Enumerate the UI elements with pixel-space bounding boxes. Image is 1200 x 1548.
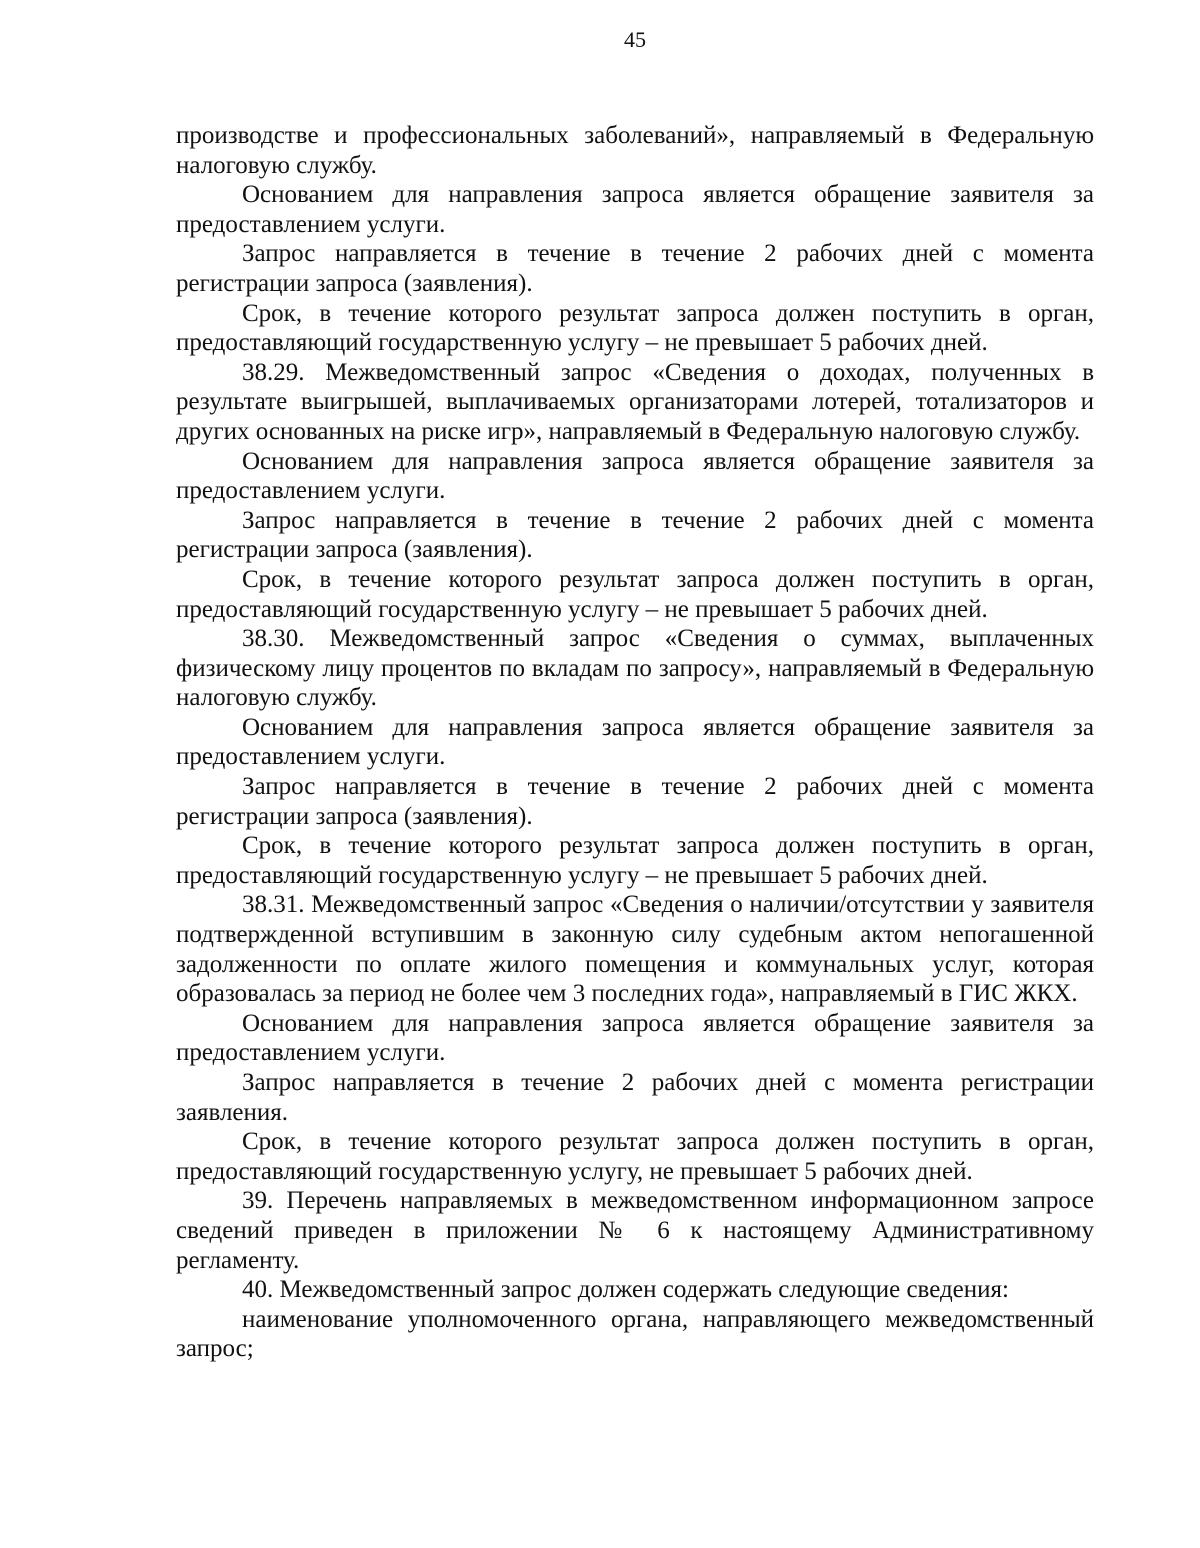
paragraph: Основанием для направления запроса является обращение заявителя за предоставлением услуги.: [176, 181, 1094, 238]
paragraph: Запрос направляется в течение в течение 2 рабочих дней с момента регистрации запроса (заявления).: [176, 506, 1094, 564]
paragraph-section-38-30: 38.30. Межведомственный запрос «Сведения о суммах, выплаченных физическому лицу процентов по вкладам по запросу», направляемый в Федеральную налоговую службу.: [176, 625, 1094, 712]
paragraph-section-38-31: 38.31. Межведомственный запрос «Сведения о наличии/отсутствии у заявителя подтвержденной вступившим в законную силу судебным актом непогашенной задолженности по оплате жилого помещения и коммунальных услуг, которая образовалась за период не более чем 3 последних года», направляемый в ГИС ЖКХ.: [176, 891, 1094, 1008]
paragraph: Запрос направляется в течение в течение 2 рабочих дней с момента регистрации запроса (заявления).: [176, 240, 1094, 297]
paragraph: производстве и профессиональных заболеваний», направляемый в Федеральную налоговую службу.: [176, 122, 1094, 179]
paragraph: Срок, в течение которого результат запроса должен поступить в орган, предоставляющий государственную услугу, не превышает 5 рабочих дней.: [176, 1128, 1094, 1185]
paragraph: Запрос направляется в течение 2 рабочих дней с момента регистрации заявления.: [176, 1069, 1094, 1126]
paragraph: Срок, в течение которого результат запроса должен поступить в орган, предоставляющий государственную услугу – не превышает 5 рабочих дней.: [176, 299, 1094, 357]
paragraph: наименование уполномоченного органа, направляющего межведомственный запрос;: [176, 1305, 1094, 1363]
paragraph: Основанием для направления запроса является обращение заявителя за предоставлением услуги.: [176, 447, 1094, 505]
page-number: 45: [624, 27, 646, 52]
paragraph: Основанием для направления запроса является обращение заявителя за предоставлением услуги.: [176, 1009, 1094, 1067]
paragraph: Срок, в течение которого результат запроса должен поступить в орган, предоставляющий государственную услугу – не превышает 5 рабочих дней.: [176, 832, 1094, 889]
document-body: [176, 121, 1094, 1364]
paragraph-section-39: 39. Перечень направляемых в межведомственном информационном запросе сведений приведен в приложении № 6 к настоящему Административному регламенту.: [176, 1187, 1094, 1274]
paragraph-section-38-29: 38.29. Межведомственный запрос «Сведения о доходах, полученных в результате выигрышей, выплачиваемых организаторами лотерей, тотализаторов и других основанных на риске игр», направляемый в Федеральную налоговую службу.: [176, 358, 1094, 445]
paragraph: Основанием для направления запроса является обращение заявителя за предоставлением услуги.: [176, 713, 1094, 771]
paragraph: Запрос направляется в течение в течение 2 рабочих дней с момента регистрации запроса (заявления).: [176, 773, 1094, 830]
paragraph: Срок, в течение которого результат запроса должен поступить в орган, предоставляющий государственную услугу – не превышает 5 рабочих дней.: [176, 565, 1094, 623]
paragraph-section-40: 40. Межведомственный запрос должен содержать следующие сведения:: [242, 1276, 1009, 1304]
